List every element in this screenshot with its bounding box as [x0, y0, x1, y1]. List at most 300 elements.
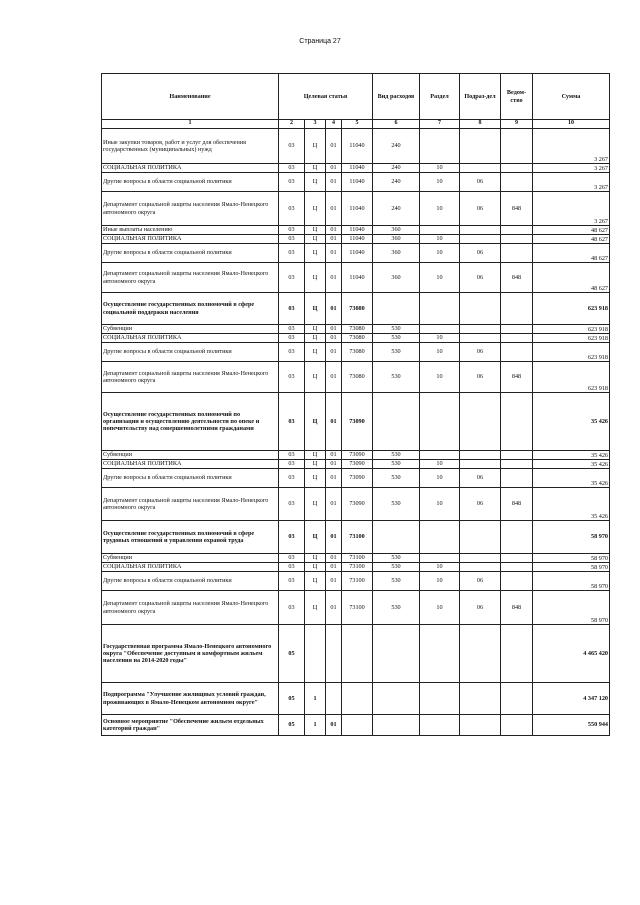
- target-code-program-cell: 03: [279, 362, 305, 393]
- target-code-program-cell: 03: [279, 173, 305, 192]
- row-name-cell: СОЦИАЛЬНАЯ ПОЛИТИКА: [102, 563, 279, 572]
- subsection-cell: [460, 129, 501, 164]
- sum-cell: 550 944: [533, 715, 610, 736]
- target-code-direction-cell: 73080: [342, 343, 373, 362]
- expense-type-cell: [373, 625, 420, 683]
- subsection-cell: 06: [460, 469, 501, 488]
- section-cell: 10: [420, 343, 460, 362]
- row-name-cell: Другие вопросы в области социальной политики: [102, 469, 279, 488]
- target-code-event-cell: 01: [326, 263, 342, 293]
- target-code-subprogram-cell: Ц: [305, 173, 326, 192]
- target-code-program-cell: 03: [279, 263, 305, 293]
- table-row: [102, 469, 610, 488]
- target-code-subprogram-cell: Ц: [305, 563, 326, 572]
- sum-cell: 58 970: [533, 591, 610, 625]
- expense-type-cell: [373, 393, 420, 451]
- row-name-cell: Другие вопросы в области социальной политики: [102, 244, 279, 263]
- row-name-cell: СОЦИАЛЬНАЯ ПОЛИТИКА: [102, 460, 279, 469]
- section-cell: 10: [420, 362, 460, 393]
- expense-type-cell: 530: [373, 451, 420, 460]
- department-cell: 848: [501, 591, 533, 625]
- row-name-cell: Осуществление государственных полномочий в сфере социальной поддержки населения: [102, 293, 279, 325]
- row-name-cell: СОЦИАЛЬНАЯ ПОЛИТИКА: [102, 164, 279, 173]
- department-cell: [501, 129, 533, 164]
- subsection-cell: [460, 460, 501, 469]
- target-code-event-cell: 01: [326, 129, 342, 164]
- target-code-subprogram-cell: Ц: [305, 591, 326, 625]
- table-row: [102, 244, 610, 263]
- table-row: [102, 683, 610, 715]
- sum-cell: 35 426: [533, 469, 610, 488]
- table-row: [102, 343, 610, 362]
- expense-type-cell: 530: [373, 362, 420, 393]
- section-cell: [420, 129, 460, 164]
- row-name-cell: Осуществление государственных полномочий по организации и осуществлению деятельности по опеке и попечительству над совершеннолетними гражданами: [102, 393, 279, 451]
- table-row: [102, 129, 610, 164]
- target-code-event-cell: 01: [326, 563, 342, 572]
- table-row: [102, 334, 610, 343]
- sum-cell: 623 918: [533, 334, 610, 343]
- col-number: 5: [342, 120, 373, 129]
- target-code-program-cell: 03: [279, 192, 305, 226]
- target-code-event-cell: 01: [326, 521, 342, 554]
- row-name-cell: Осуществление государственных полномочий в сфере трудовых отношений и управления охраной труда: [102, 521, 279, 554]
- target-code-subprogram-cell: Ц: [305, 226, 326, 235]
- target-code-program-cell: 05: [279, 625, 305, 683]
- table-row: [102, 263, 610, 293]
- department-cell: 848: [501, 362, 533, 393]
- row-name-cell: СОЦИАЛЬНАЯ ПОЛИТИКА: [102, 334, 279, 343]
- section-cell: 10: [420, 235, 460, 244]
- expense-type-cell: 530: [373, 325, 420, 334]
- target-code-direction-cell: 11040: [342, 129, 373, 164]
- column-number-row: [102, 120, 610, 129]
- target-code-direction-cell: 11040: [342, 164, 373, 173]
- target-code-event-cell: 01: [326, 164, 342, 173]
- target-code-subprogram-cell: Ц: [305, 244, 326, 263]
- section-cell: 10: [420, 334, 460, 343]
- table-row: [102, 521, 610, 554]
- section-cell: 10: [420, 488, 460, 521]
- col-number: 3: [305, 120, 326, 129]
- row-name-cell: Другие вопросы в области социальной политики: [102, 173, 279, 192]
- expense-type-cell: [373, 683, 420, 715]
- target-code-direction-cell: 73080: [342, 325, 373, 334]
- subsection-cell: [460, 521, 501, 554]
- sum-cell: 3 267: [533, 129, 610, 164]
- target-code-event-cell: 01: [326, 325, 342, 334]
- target-code-direction-cell: 73090: [342, 451, 373, 460]
- department-cell: [501, 625, 533, 683]
- col-number: 10: [533, 120, 610, 129]
- subsection-cell: [460, 226, 501, 235]
- row-name-cell: СОЦИАЛЬНАЯ ПОЛИТИКА: [102, 235, 279, 244]
- subsection-cell: [460, 393, 501, 451]
- sum-cell: 48 627: [533, 263, 610, 293]
- target-code-event-cell: 01: [326, 572, 342, 591]
- department-cell: [501, 393, 533, 451]
- col-number: 6: [373, 120, 420, 129]
- sum-cell: 35 426: [533, 460, 610, 469]
- expense-type-cell: 530: [373, 469, 420, 488]
- table-row: [102, 393, 610, 451]
- department-cell: [501, 325, 533, 334]
- department-cell: [501, 235, 533, 244]
- subsection-cell: [460, 451, 501, 460]
- section-cell: [420, 325, 460, 334]
- department-cell: [501, 563, 533, 572]
- target-code-subprogram-cell: Ц: [305, 393, 326, 451]
- subsection-cell: 06: [460, 362, 501, 393]
- header-department: Ведом-ство: [501, 74, 533, 120]
- section-cell: 10: [420, 460, 460, 469]
- table-row: [102, 591, 610, 625]
- section-cell: [420, 293, 460, 325]
- sum-cell: 48 627: [533, 244, 610, 263]
- subsection-cell: [460, 164, 501, 173]
- section-cell: 10: [420, 469, 460, 488]
- subsection-cell: [460, 554, 501, 563]
- header-subsection: Подраз-дел: [460, 74, 501, 120]
- target-code-event-cell: 01: [326, 293, 342, 325]
- subsection-cell: [460, 563, 501, 572]
- expense-type-cell: [373, 521, 420, 554]
- section-cell: 10: [420, 563, 460, 572]
- header-name: Наименование: [102, 74, 279, 120]
- target-code-program-cell: 03: [279, 591, 305, 625]
- target-code-subprogram-cell: 1: [305, 715, 326, 736]
- target-code-direction-cell: 73100: [342, 563, 373, 572]
- target-code-program-cell: 05: [279, 715, 305, 736]
- target-code-event-cell: 01: [326, 715, 342, 736]
- target-code-subprogram-cell: Ц: [305, 129, 326, 164]
- sum-cell: 3 267: [533, 173, 610, 192]
- target-code-subprogram-cell: Ц: [305, 572, 326, 591]
- department-cell: [501, 244, 533, 263]
- col-number: 9: [501, 120, 533, 129]
- department-cell: [501, 173, 533, 192]
- target-code-event-cell: 01: [326, 591, 342, 625]
- target-code-direction-cell: 73090: [342, 488, 373, 521]
- target-code-event-cell: [326, 683, 342, 715]
- target-code-event-cell: 01: [326, 469, 342, 488]
- table-row: [102, 362, 610, 393]
- target-code-direction-cell: [342, 715, 373, 736]
- department-cell: 848: [501, 488, 533, 521]
- target-code-program-cell: 03: [279, 393, 305, 451]
- section-cell: [420, 625, 460, 683]
- department-cell: [501, 572, 533, 591]
- target-code-event-cell: 01: [326, 554, 342, 563]
- department-cell: [501, 715, 533, 736]
- target-code-subprogram-cell: Ц: [305, 192, 326, 226]
- target-code-program-cell: 03: [279, 325, 305, 334]
- header-row: [102, 74, 610, 120]
- table-row: [102, 460, 610, 469]
- row-name-cell: Департамент социальной защиты населения Ямало-Ненецкого автономного округа: [102, 192, 279, 226]
- row-name-cell: Иные выплаты населению: [102, 226, 279, 235]
- target-code-event-cell: 01: [326, 334, 342, 343]
- row-name-cell: Государственная программа Ямало-Ненецкого автономного округа "Обеспечение доступным и комфортным жильем населения на 2014-2020 годы": [102, 625, 279, 683]
- target-code-direction-cell: 11040: [342, 263, 373, 293]
- target-code-direction-cell: 73090: [342, 460, 373, 469]
- target-code-direction-cell: 11040: [342, 235, 373, 244]
- subsection-cell: 06: [460, 192, 501, 226]
- sum-cell: 58 970: [533, 521, 610, 554]
- target-code-event-cell: 01: [326, 460, 342, 469]
- row-name-cell: Субвенции: [102, 325, 279, 334]
- section-cell: [420, 715, 460, 736]
- target-code-subprogram-cell: Ц: [305, 488, 326, 521]
- page-number-label: Страница 27: [299, 38, 341, 45]
- target-code-event-cell: 01: [326, 451, 342, 460]
- target-code-event-cell: 01: [326, 226, 342, 235]
- section-cell: [420, 683, 460, 715]
- target-code-event-cell: 01: [326, 173, 342, 192]
- target-code-direction-cell: 11040: [342, 192, 373, 226]
- sum-cell: 4 465 420: [533, 625, 610, 683]
- target-code-subprogram-cell: Ц: [305, 263, 326, 293]
- target-code-subprogram-cell: Ц: [305, 554, 326, 563]
- table-row: [102, 563, 610, 572]
- target-code-direction-cell: 73090: [342, 469, 373, 488]
- header-sum: Сумма: [533, 74, 610, 120]
- subsection-cell: [460, 625, 501, 683]
- table-row: [102, 488, 610, 521]
- expense-type-cell: 360: [373, 235, 420, 244]
- target-code-event-cell: 01: [326, 244, 342, 263]
- subsection-cell: [460, 334, 501, 343]
- table-body: [102, 129, 610, 736]
- row-name-cell: Департамент социальной защиты населения Ямало-Ненецкого автономного округа: [102, 362, 279, 393]
- col-number: 4: [326, 120, 342, 129]
- sum-cell: 48 627: [533, 226, 610, 235]
- section-cell: 10: [420, 263, 460, 293]
- target-code-program-cell: 03: [279, 334, 305, 343]
- subsection-cell: 06: [460, 343, 501, 362]
- target-code-subprogram-cell: Ц: [305, 362, 326, 393]
- table-row: [102, 226, 610, 235]
- target-code-subprogram-cell: Ц: [305, 235, 326, 244]
- sum-cell: 623 918: [533, 325, 610, 334]
- subsection-cell: 06: [460, 173, 501, 192]
- target-code-direction-cell: 73080: [342, 362, 373, 393]
- sum-cell: 58 970: [533, 554, 610, 563]
- department-cell: [501, 226, 533, 235]
- subsection-cell: [460, 683, 501, 715]
- row-name-cell: Департамент социальной защиты населения Ямало-Ненецкого автономного округа: [102, 488, 279, 521]
- table-row: [102, 293, 610, 325]
- department-cell: [501, 469, 533, 488]
- target-code-program-cell: 03: [279, 451, 305, 460]
- target-code-subprogram-cell: Ц: [305, 343, 326, 362]
- target-code-program-cell: 03: [279, 226, 305, 235]
- table-row: [102, 715, 610, 736]
- section-cell: 10: [420, 173, 460, 192]
- target-code-event-cell: 01: [326, 192, 342, 226]
- target-code-program-cell: 03: [279, 293, 305, 325]
- expense-type-cell: 530: [373, 563, 420, 572]
- expense-type-cell: 530: [373, 572, 420, 591]
- expense-type-cell: 240: [373, 192, 420, 226]
- target-code-subprogram-cell: Ц: [305, 334, 326, 343]
- sum-cell: 35 426: [533, 393, 610, 451]
- table-row: [102, 572, 610, 591]
- target-code-program-cell: 03: [279, 244, 305, 263]
- section-cell: [420, 554, 460, 563]
- header-section: Раздел: [420, 74, 460, 120]
- target-code-event-cell: 01: [326, 488, 342, 521]
- department-cell: [501, 164, 533, 173]
- col-number: 2: [279, 120, 305, 129]
- section-cell: 10: [420, 591, 460, 625]
- section-cell: 10: [420, 244, 460, 263]
- target-code-direction-cell: 73100: [342, 554, 373, 563]
- subsection-cell: 06: [460, 488, 501, 521]
- sum-cell: 3 267: [533, 164, 610, 173]
- row-name-cell: Иные закупки товаров, работ и услуг для обеспечения государственных (муниципальных) нужд: [102, 129, 279, 164]
- row-name-cell: Департамент социальной защиты населения Ямало-Ненецкого автономного округа: [102, 263, 279, 293]
- section-cell: 10: [420, 572, 460, 591]
- subsection-cell: [460, 325, 501, 334]
- sum-cell: 623 918: [533, 343, 610, 362]
- target-code-subprogram-cell: Ц: [305, 521, 326, 554]
- row-name-cell: Основное мероприятие "Обеспечение жильем отдельных категорий граждан": [102, 715, 279, 736]
- expense-type-cell: 530: [373, 343, 420, 362]
- expense-type-cell: 360: [373, 226, 420, 235]
- subsection-cell: [460, 293, 501, 325]
- target-code-program-cell: 03: [279, 460, 305, 469]
- department-cell: [501, 343, 533, 362]
- target-code-subprogram-cell: [305, 625, 326, 683]
- target-code-program-cell: 03: [279, 572, 305, 591]
- section-cell: 10: [420, 164, 460, 173]
- row-name-cell: Другие вопросы в области социальной политики: [102, 343, 279, 362]
- expense-type-cell: 240: [373, 173, 420, 192]
- row-name-cell: Департамент социальной защиты населения Ямало-Ненецкого автономного округа: [102, 591, 279, 625]
- col-number: 1: [102, 120, 279, 129]
- subsection-cell: 06: [460, 263, 501, 293]
- target-code-direction-cell: 73100: [342, 521, 373, 554]
- target-code-event-cell: 01: [326, 393, 342, 451]
- target-code-subprogram-cell: Ц: [305, 164, 326, 173]
- section-cell: [420, 393, 460, 451]
- section-cell: [420, 226, 460, 235]
- target-code-direction-cell: 73100: [342, 591, 373, 625]
- sum-cell: 48 627: [533, 235, 610, 244]
- section-cell: 10: [420, 192, 460, 226]
- target-code-direction-cell: [342, 625, 373, 683]
- table-row: [102, 173, 610, 192]
- sum-cell: 4 347 120: [533, 683, 610, 715]
- subsection-cell: [460, 235, 501, 244]
- target-code-subprogram-cell: Ц: [305, 293, 326, 325]
- target-code-program-cell: 03: [279, 235, 305, 244]
- expense-type-cell: 240: [373, 164, 420, 173]
- expense-type-cell: 530: [373, 460, 420, 469]
- row-name-cell: Субвенции: [102, 451, 279, 460]
- target-code-event-cell: [326, 625, 342, 683]
- target-code-program-cell: 03: [279, 521, 305, 554]
- target-code-program-cell: 03: [279, 129, 305, 164]
- department-cell: [501, 554, 533, 563]
- target-code-program-cell: 03: [279, 488, 305, 521]
- budget-table: [101, 73, 610, 736]
- department-cell: 848: [501, 192, 533, 226]
- department-cell: [501, 451, 533, 460]
- expense-type-cell: [373, 715, 420, 736]
- sum-cell: 623 918: [533, 293, 610, 325]
- table-row: [102, 164, 610, 173]
- department-cell: [501, 293, 533, 325]
- target-code-subprogram-cell: Ц: [305, 460, 326, 469]
- target-code-direction-cell: 11040: [342, 244, 373, 263]
- target-code-subprogram-cell: 1: [305, 683, 326, 715]
- target-code-direction-cell: 73090: [342, 393, 373, 451]
- sum-cell: 58 970: [533, 563, 610, 572]
- subsection-cell: 06: [460, 591, 501, 625]
- department-cell: 848: [501, 263, 533, 293]
- table-row: [102, 451, 610, 460]
- subsection-cell: 06: [460, 244, 501, 263]
- target-code-direction-cell: 73080: [342, 334, 373, 343]
- target-code-direction-cell: [342, 683, 373, 715]
- target-code-subprogram-cell: Ц: [305, 325, 326, 334]
- department-cell: [501, 460, 533, 469]
- header-expense-type: Вид расходов: [373, 74, 420, 120]
- sum-cell: 58 970: [533, 572, 610, 591]
- sum-cell: 35 426: [533, 451, 610, 460]
- subsection-cell: 06: [460, 572, 501, 591]
- table-row: [102, 235, 610, 244]
- expense-type-cell: 240: [373, 129, 420, 164]
- row-name-cell: Подпрограмма "Улучшение жилищных условий граждан, проживающих в Ямало-Ненецком автономном округе": [102, 683, 279, 715]
- target-code-program-cell: 03: [279, 554, 305, 563]
- table-row: [102, 325, 610, 334]
- expense-type-cell: [373, 293, 420, 325]
- target-code-program-cell: 03: [279, 343, 305, 362]
- target-code-subprogram-cell: Ц: [305, 469, 326, 488]
- target-code-program-cell: 03: [279, 164, 305, 173]
- sum-cell: 35 426: [533, 488, 610, 521]
- target-code-event-cell: 01: [326, 235, 342, 244]
- target-code-event-cell: 01: [326, 362, 342, 393]
- expense-type-cell: 530: [373, 591, 420, 625]
- col-number: 8: [460, 120, 501, 129]
- row-name-cell: Субвенции: [102, 554, 279, 563]
- department-cell: [501, 683, 533, 715]
- expense-type-cell: 530: [373, 554, 420, 563]
- target-code-direction-cell: 73100: [342, 572, 373, 591]
- target-code-direction-cell: 11040: [342, 226, 373, 235]
- department-cell: [501, 334, 533, 343]
- target-code-direction-cell: 73080: [342, 293, 373, 325]
- expense-type-cell: 360: [373, 244, 420, 263]
- expense-type-cell: 530: [373, 488, 420, 521]
- target-code-program-cell: 03: [279, 563, 305, 572]
- sum-cell: 3 267: [533, 192, 610, 226]
- expense-type-cell: 360: [373, 263, 420, 293]
- header-target-article: Целевая статья: [279, 74, 373, 120]
- target-code-program-cell: 03: [279, 469, 305, 488]
- expense-type-cell: 530: [373, 334, 420, 343]
- sum-cell: 623 918: [533, 362, 610, 393]
- target-code-subprogram-cell: Ц: [305, 451, 326, 460]
- table-row: [102, 625, 610, 683]
- table-row: [102, 192, 610, 226]
- row-name-cell: Другие вопросы в области социальной политики: [102, 572, 279, 591]
- col-number: 7: [420, 120, 460, 129]
